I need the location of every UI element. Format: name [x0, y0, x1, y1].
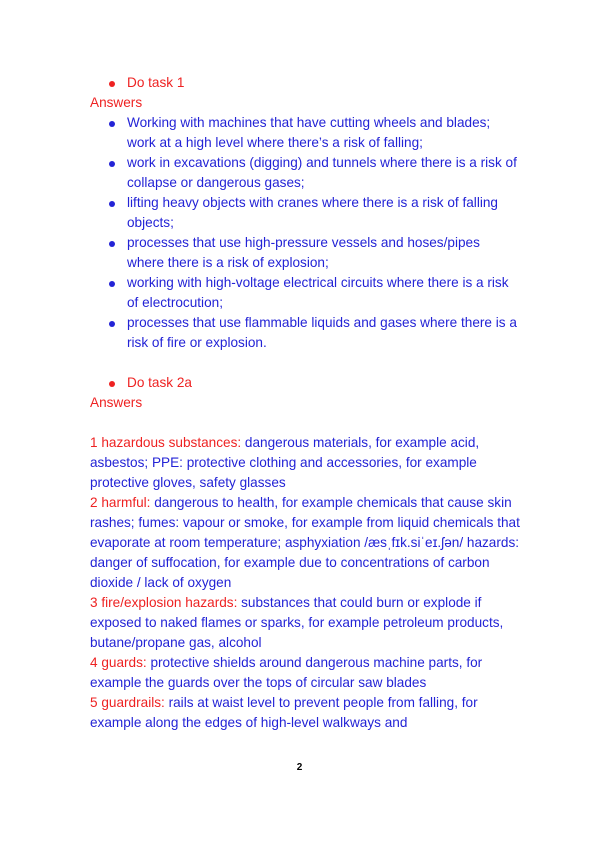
entry-term: harmful: [101, 495, 151, 510]
entry-text: dangerous materials, for example acid, asbestos; PPE: protective clothing and accessories, for example protective gloves, safety glasses [90, 435, 480, 490]
entry-term: guards: [101, 655, 147, 670]
entry-number: 1 [90, 435, 102, 450]
bullet-icon [109, 121, 115, 127]
bullet-icon [109, 81, 115, 87]
task-1-item [90, 73, 520, 93]
page-number: 2 [296, 762, 303, 773]
bullet-icon [109, 161, 115, 167]
answer-text: working with high-voltage electrical circuits where there is a risk of electrocution; [127, 275, 509, 310]
answer-text: processes that use flammable liquids and gases where there is a risk of fire or explosion. [127, 315, 517, 350]
answer-text: processes that use high-pressure vessels and hoses/pipes where there is a risk of explosion; [127, 235, 480, 270]
definition-entry [90, 653, 520, 693]
task-2a-label: Do task 2a [127, 375, 192, 390]
entry-term: fire/explosion hazards: [101, 595, 238, 610]
entry-term: hazardous substances: [101, 435, 242, 450]
entry-text: protective shields around dangerous machine parts, for example the guards over the tops of circular saw blades [90, 655, 483, 690]
entry-text: substances that could burn or explode if exposed to naked flames or sparks, for example petroleum products, butane/propane gas, alcohol [90, 595, 504, 650]
definition-entry [90, 493, 520, 593]
entry-number: 2 [90, 495, 102, 510]
answer-list-item [90, 113, 520, 153]
bullet-icon [109, 281, 115, 287]
definition-entry [90, 693, 520, 733]
answer-list-item [90, 233, 520, 273]
entry-text: dangerous to health, for example chemicals that cause skin rashes; fumes: vapour or smoke, for example from liquid chemicals that evaporate at room temperature; asphyxiation /æsˌfɪk.siˈeɪ.ʃən/ hazards: danger of suffocation, for example due to concentrations of carbon dioxide / lack of oxygen [90, 495, 520, 590]
answer-list-item [90, 313, 520, 353]
entry-number: 4 [90, 655, 102, 670]
answer-list-item [90, 273, 520, 313]
answer-text: Working with machines that have cutting wheels and blades; work at a high level where there’s a risk of falling; [127, 115, 491, 150]
definition-entry [90, 593, 520, 653]
answer-text: lifting heavy objects with cranes where there is a risk of falling objects; [127, 195, 498, 230]
answer-text: work in excavations (digging) and tunnels where there is a risk of collapse or dangerous gases; [127, 155, 517, 190]
task-2a-item [90, 373, 520, 393]
bullet-icon [109, 381, 115, 387]
task-2a-answers-heading: Answers [90, 395, 143, 410]
entry-text: rails at waist level to prevent people from falling, for example along the edges of high-level walkways and [90, 695, 478, 730]
bullet-icon [109, 201, 115, 207]
page-content [90, 73, 520, 733]
entry-number: 3 [90, 595, 102, 610]
answer-list-item [90, 193, 520, 233]
answer-list-item [90, 153, 520, 193]
bullet-icon [109, 321, 115, 327]
entry-term: guardrails: [101, 695, 165, 710]
bullet-icon [109, 241, 115, 247]
entry-number: 5 [90, 695, 102, 710]
definition-entry [90, 433, 520, 493]
task-1-answer-list [90, 113, 520, 353]
task-1-answers-heading: Answers [90, 95, 143, 110]
task-1-label: Do task 1 [127, 75, 185, 90]
